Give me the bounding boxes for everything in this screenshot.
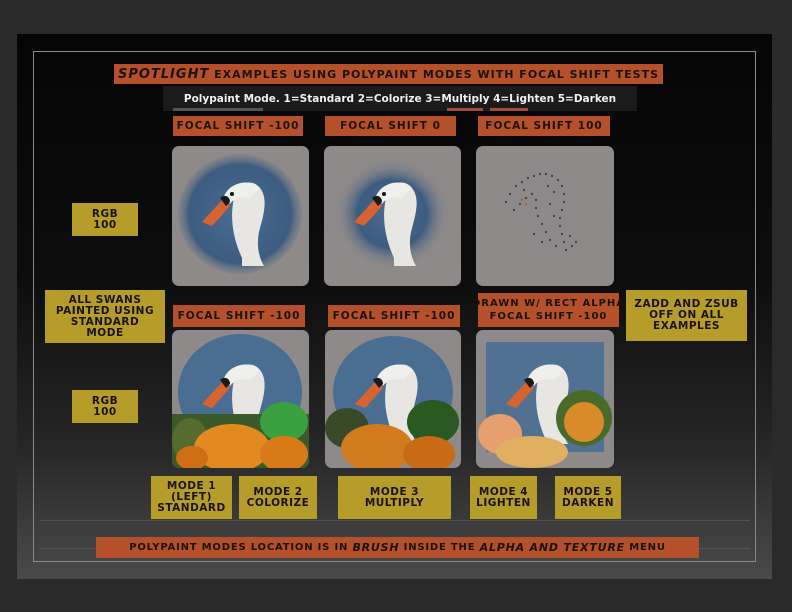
mode-bar-underline <box>173 108 263 111</box>
mode-bar-underline <box>490 108 528 111</box>
swan-pumpkin-image <box>325 330 461 468</box>
zadd-zsub-note <box>626 290 747 341</box>
mode1-line2: (LEFT) <box>171 491 212 503</box>
label-top-2-text: FOCAL SHIFT 0 <box>340 120 441 132</box>
all-swans-line2: PAINTED USING <box>55 304 155 317</box>
mode5-line2: DARKEN <box>561 496 615 509</box>
swan-pumpkin-image <box>172 330 309 468</box>
swan-image <box>324 146 461 286</box>
footer-text-2: INSIDE THE <box>403 542 476 553</box>
label-bottom-3-line1: DRAWN W/ RECT ALPHA <box>471 298 626 309</box>
rgb-label-top <box>72 203 138 236</box>
swan-pumpkin-thumbnail <box>172 330 309 468</box>
rgb-label-bottom-line1: RGB <box>91 394 119 407</box>
rgb-label-top-line1: RGB <box>91 207 119 220</box>
rgb-label-bottom <box>72 390 138 423</box>
mode2-line1: MODE 2 <box>253 485 303 498</box>
mode3-line2: MULTIPLY <box>364 496 425 509</box>
zadd-note-line2: OFF ON ALL <box>649 309 724 321</box>
label-bottom-3-line2: FOCAL SHIFT -100 <box>489 311 608 322</box>
mode2-label <box>239 476 317 519</box>
swan-thumbnail <box>324 146 461 286</box>
label-top-1-text: FOCAL SHIFT -100 <box>176 120 300 132</box>
swan-pumpkin-thumbnail <box>325 330 461 468</box>
mode1-label <box>151 476 232 519</box>
footer-em-brush: BRUSH <box>352 541 400 554</box>
label-top-2 <box>325 116 456 136</box>
swan-pumpkin-image <box>476 330 614 468</box>
mode3-label <box>338 476 451 519</box>
mode4-line2: LIGHTEN <box>476 496 531 509</box>
mode2-line2: COLORIZE <box>246 496 310 509</box>
mode4-label <box>470 476 537 519</box>
mode1-line1: MODE 1 <box>166 480 217 492</box>
label-top-1 <box>173 116 303 136</box>
mode3-line1: MODE 3 <box>369 485 420 498</box>
zadd-note-line1: ZADD AND ZSUB <box>634 298 739 310</box>
footer-text-1: POLYPAINT MODES LOCATION IS IN <box>129 542 349 553</box>
mode-bar-underline <box>447 108 483 111</box>
label-bottom-1 <box>173 305 305 327</box>
label-bottom-2 <box>328 305 460 327</box>
swan-image <box>172 146 309 286</box>
all-swans-line1: ALL SWANS <box>68 293 142 306</box>
label-top-3-text: FOCAL SHIFT 100 <box>485 120 603 132</box>
swan-pumpkin-thumbnail <box>476 330 614 468</box>
all-swans-line4: MODE <box>86 326 124 339</box>
label-bottom-2-text: FOCAL SHIFT -100 <box>332 310 456 322</box>
label-bottom-3 <box>471 293 626 327</box>
swan-thumbnail-sparse <box>476 146 614 286</box>
title-banner <box>114 64 663 84</box>
all-swans-line3: STANDARD <box>70 315 140 328</box>
footer-banner <box>96 537 699 558</box>
polypaint-mode-text: Polypaint Mode. 1=Standard 2=Colorize 3=Multiply 4=Lighten 5=Darken <box>183 92 617 105</box>
label-bottom-1-text: FOCAL SHIFT -100 <box>177 310 301 322</box>
rgb-label-top-line2: 100 <box>93 218 117 231</box>
mode5-line1: MODE 5 <box>563 485 613 498</box>
label-top-3 <box>478 116 610 136</box>
title-text: EXAMPLES USING POLYPAINT MODES WITH FOCAL SHIFT TESTS <box>214 67 660 81</box>
mode4-line1: MODE 4 <box>478 485 529 498</box>
rgb-label-bottom-line2: 100 <box>93 405 117 418</box>
all-swans-label <box>45 290 165 343</box>
mode5-label <box>555 476 621 519</box>
mode1-line3: STANDARD <box>157 502 226 514</box>
footer-text-3: MENU <box>629 542 666 553</box>
dotted-swan-image <box>476 146 614 286</box>
footer-em-alpha-texture: ALPHA AND TEXTURE <box>479 541 625 554</box>
swan-thumbnail <box>172 146 309 286</box>
zadd-note-line3: EXAMPLES <box>653 320 720 332</box>
title-highlight: SPOTLIGHT <box>117 66 210 82</box>
